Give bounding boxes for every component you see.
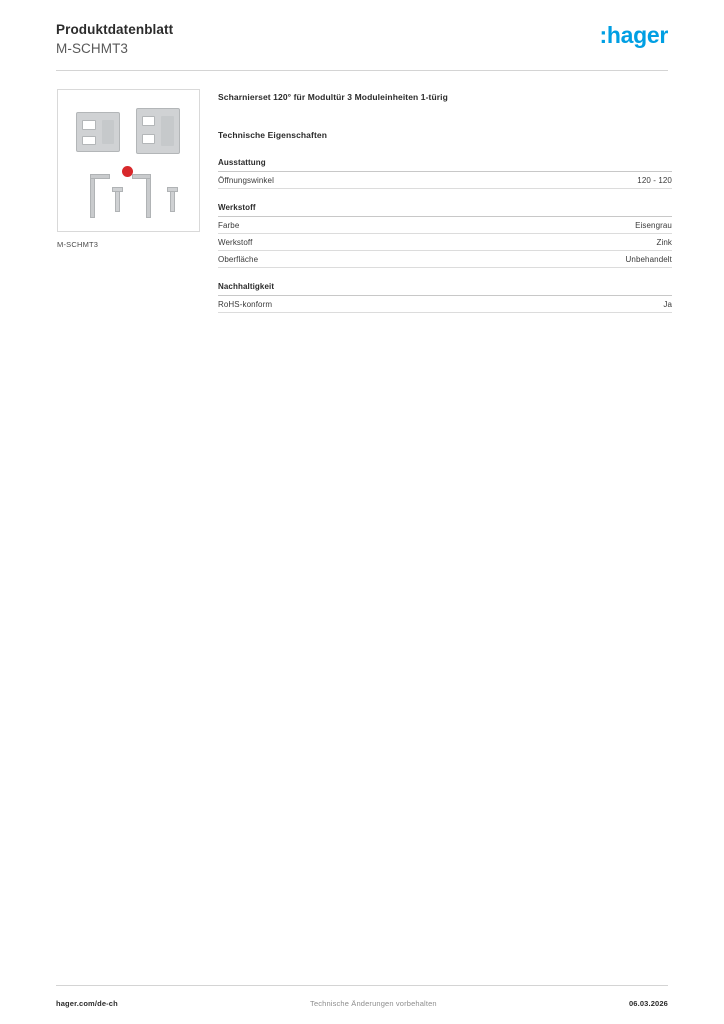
logo-wordmark: hager (606, 22, 668, 48)
spec-group-title: Nachhaltigkeit (218, 282, 672, 296)
page-subtitle: M-SCHMT3 (56, 40, 129, 56)
spec-row (218, 234, 672, 251)
product-description: Scharnierset 120° für Modultür 3 Moduleinheiten 1-türig (218, 92, 448, 102)
footer-date: 06.03.2026 (628, 999, 668, 1008)
spec-value: Ja (663, 300, 672, 309)
page-header (56, 22, 668, 68)
hinge-detail-icon (102, 120, 114, 144)
product-image-caption: M-SCHMT3 (57, 240, 99, 249)
spec-group-werkstoff (218, 203, 672, 268)
hinge-detail-icon (142, 116, 155, 126)
spec-value: Eisengrau (635, 221, 672, 230)
spec-group-title: Werkstoff (218, 203, 672, 217)
screw-icon (115, 190, 120, 212)
hinge-detail-icon (161, 116, 174, 146)
spec-value: 120 - 120 (637, 176, 672, 185)
footer-divider (56, 985, 668, 986)
spec-group-title: Ausstattung (218, 158, 672, 172)
spec-label: RoHS-konform (218, 300, 273, 309)
spec-row (218, 217, 672, 234)
spec-value: Unbehandelt (625, 255, 672, 264)
footer-website-link[interactable]: hager.com/de-ch (56, 999, 118, 1008)
spec-group-ausstattung (218, 158, 672, 189)
hinge-detail-icon (82, 136, 96, 145)
allen-key-icon (90, 174, 110, 179)
spec-label: Öffnungswinkel (218, 176, 274, 185)
page-title: Produktdatenblatt (56, 22, 174, 37)
spec-row (218, 251, 672, 268)
footer-disclaimer: Technische Änderungen vorbehalten (310, 999, 437, 1008)
spec-label: Farbe (218, 221, 240, 230)
spec-row (218, 172, 672, 189)
spec-label: Werkstoff (218, 238, 253, 247)
spec-group-nachhaltigkeit (218, 282, 672, 313)
product-image (57, 89, 200, 232)
header-titles (56, 22, 173, 58)
screw-head-icon (112, 187, 123, 192)
hager-logo (600, 24, 669, 47)
screw-head-icon (167, 187, 178, 192)
hinge-detail-icon (142, 134, 155, 144)
allen-key-icon (90, 174, 95, 218)
allen-key-icon (146, 174, 151, 218)
logo-colon-icon: : (599, 22, 607, 48)
section-title-technical: Technische Eigenschaften (218, 130, 327, 140)
header-divider (56, 70, 668, 71)
allen-key-icon (132, 174, 151, 179)
spec-row (218, 296, 672, 313)
spec-value: Zink (656, 238, 672, 247)
page-footer (56, 999, 668, 1008)
hinge-detail-icon (82, 120, 96, 130)
screw-icon (170, 190, 175, 212)
spec-label: Oberfläche (218, 255, 259, 264)
product-image-block (57, 89, 200, 249)
specifications-area (218, 92, 672, 327)
